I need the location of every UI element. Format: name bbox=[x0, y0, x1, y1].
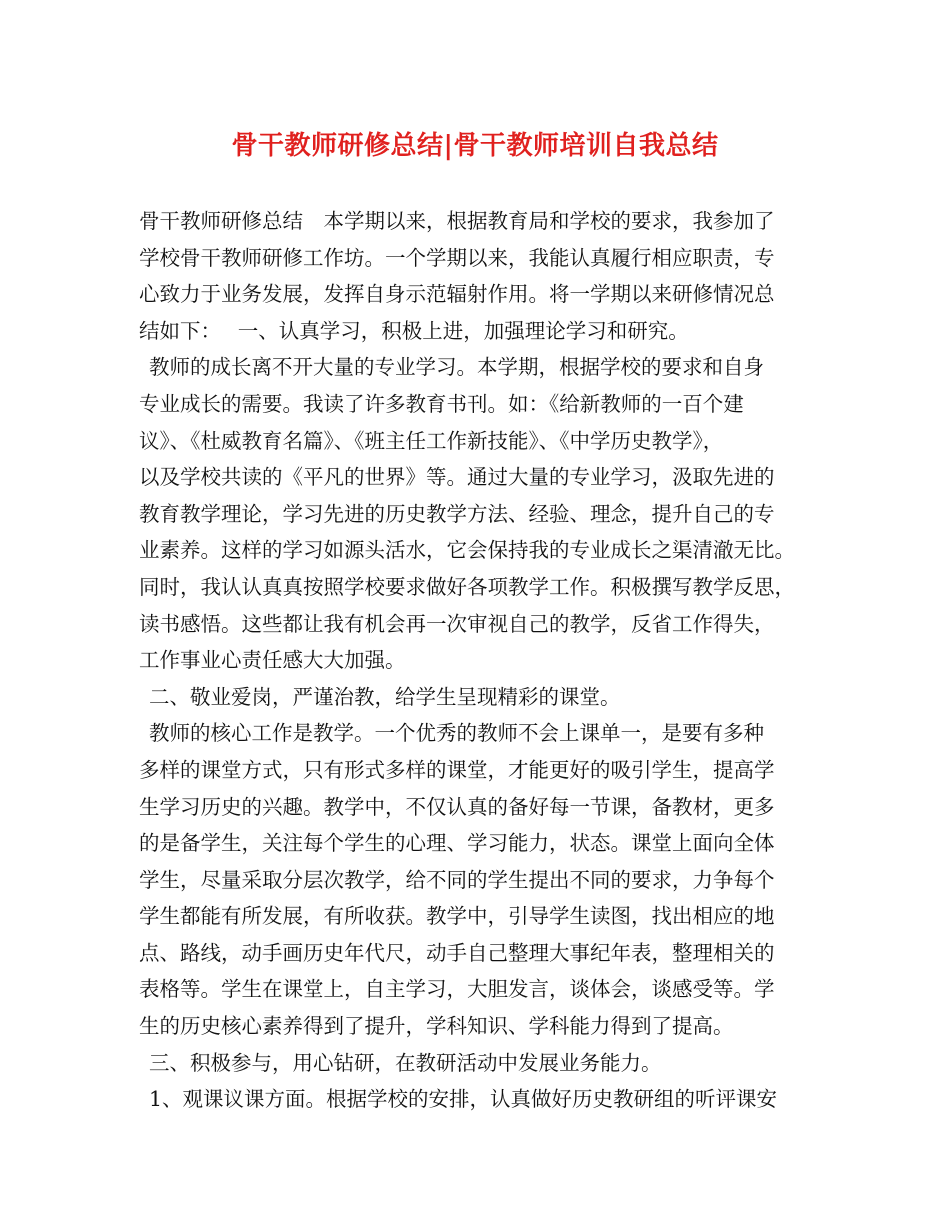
paragraph-line: 学生都能有所发展，有所收获。教学中，引导学生读图，找出相应的地 bbox=[139, 904, 775, 929]
paragraph-line: 1、观课议课方面。根据学校的安排，认真做好历史教研组的听评课安 bbox=[149, 1087, 778, 1112]
paragraph-line: 教育教学理论，学习先进的历史教学方法、经验、理念，提升自己的专 bbox=[139, 501, 775, 526]
paragraph-line: 工作事业心责任感大大加强。 bbox=[139, 648, 406, 673]
paragraph-line: 结如下： 一、认真学习，积极上进，加强理论学习和研究。 bbox=[139, 318, 689, 343]
paragraph-line: 的是备学生，关注每个学生的心理、学习能力，状态。课堂上面向全体 bbox=[139, 831, 775, 856]
paragraph-line: 生学习历史的兴趣。教学中，不仅认真的备好每一节课，备教材，更多 bbox=[139, 794, 775, 819]
document-title: 骨干教师研修总结|骨干教师培训自我总结 bbox=[231, 131, 719, 161]
paragraph-line: 同时，我认认真真按照学校要求做好各项教学工作。积极撰写教学反思， bbox=[139, 574, 795, 599]
paragraph-line: 专业成长的需要。我读了许多教育书刊。如：《给新教师的一百个建 bbox=[139, 391, 744, 416]
paragraph-line: 以及学校共读的《平凡的世界》等。通过大量的专业学习，汲取先进的 bbox=[139, 465, 775, 490]
paragraph-line: 读书感悟。这些都让我有机会再一次审视自己的教学，反省工作得失， bbox=[139, 611, 775, 636]
paragraph-line: 学生，尽量采取分层次教学，给不同的学生提出不同的要求，力争每个 bbox=[139, 867, 775, 892]
paragraph-line: 学校骨干教师研修工作坊。一个学期以来，我能认真履行相应职责，专 bbox=[139, 245, 775, 270]
paragraph-line: 业素养。这样的学习如源头活水，它会保持我的专业成长之渠清澈无比。 bbox=[139, 538, 795, 563]
paragraph-line: 表格等。学生在课堂上，自主学习，大胆发言，谈体会，谈感受等。学 bbox=[139, 977, 775, 1002]
document-body bbox=[139, 203, 829, 1118]
paragraph-line: 生的历史核心素养得到了提升，学科知识、学科能力得到了提高。 bbox=[139, 1014, 734, 1039]
paragraph-line: 多样的课堂方式，只有形式多样的课堂，才能更好的吸引学生，提高学 bbox=[139, 757, 775, 782]
section-heading: 二、敬业爱岗，严谨治教，给学生呈现精彩的课堂。 bbox=[149, 684, 621, 709]
paragraph-line: 骨干教师研修总结 本学期以来，根据教育局和学校的要求，我参加了 bbox=[139, 209, 775, 233]
section-heading: 三、积极参与，用心钻研，在教研活动中发展业务能力。 bbox=[149, 1050, 662, 1075]
paragraph-line: 教师的核心工作是教学。一个优秀的教师不会上课单一，是要有多种 bbox=[149, 721, 764, 746]
paragraph-line: 点、路线，动手画历史年代尺，动手自己整理大事纪年表，整理相关的 bbox=[139, 940, 775, 965]
paragraph-line: 教师的成长离不开大量的专业学习。本学期，根据学校的要求和自身 bbox=[149, 355, 764, 380]
paragraph-line: 议》、《杜威教育名篇》、《班主任工作新技能》、《中学历史教学》， bbox=[139, 428, 724, 453]
paragraph-line: 心致力于业务发展，发挥自身示范辐射作用。将一学期以来研修情况总 bbox=[139, 282, 775, 307]
